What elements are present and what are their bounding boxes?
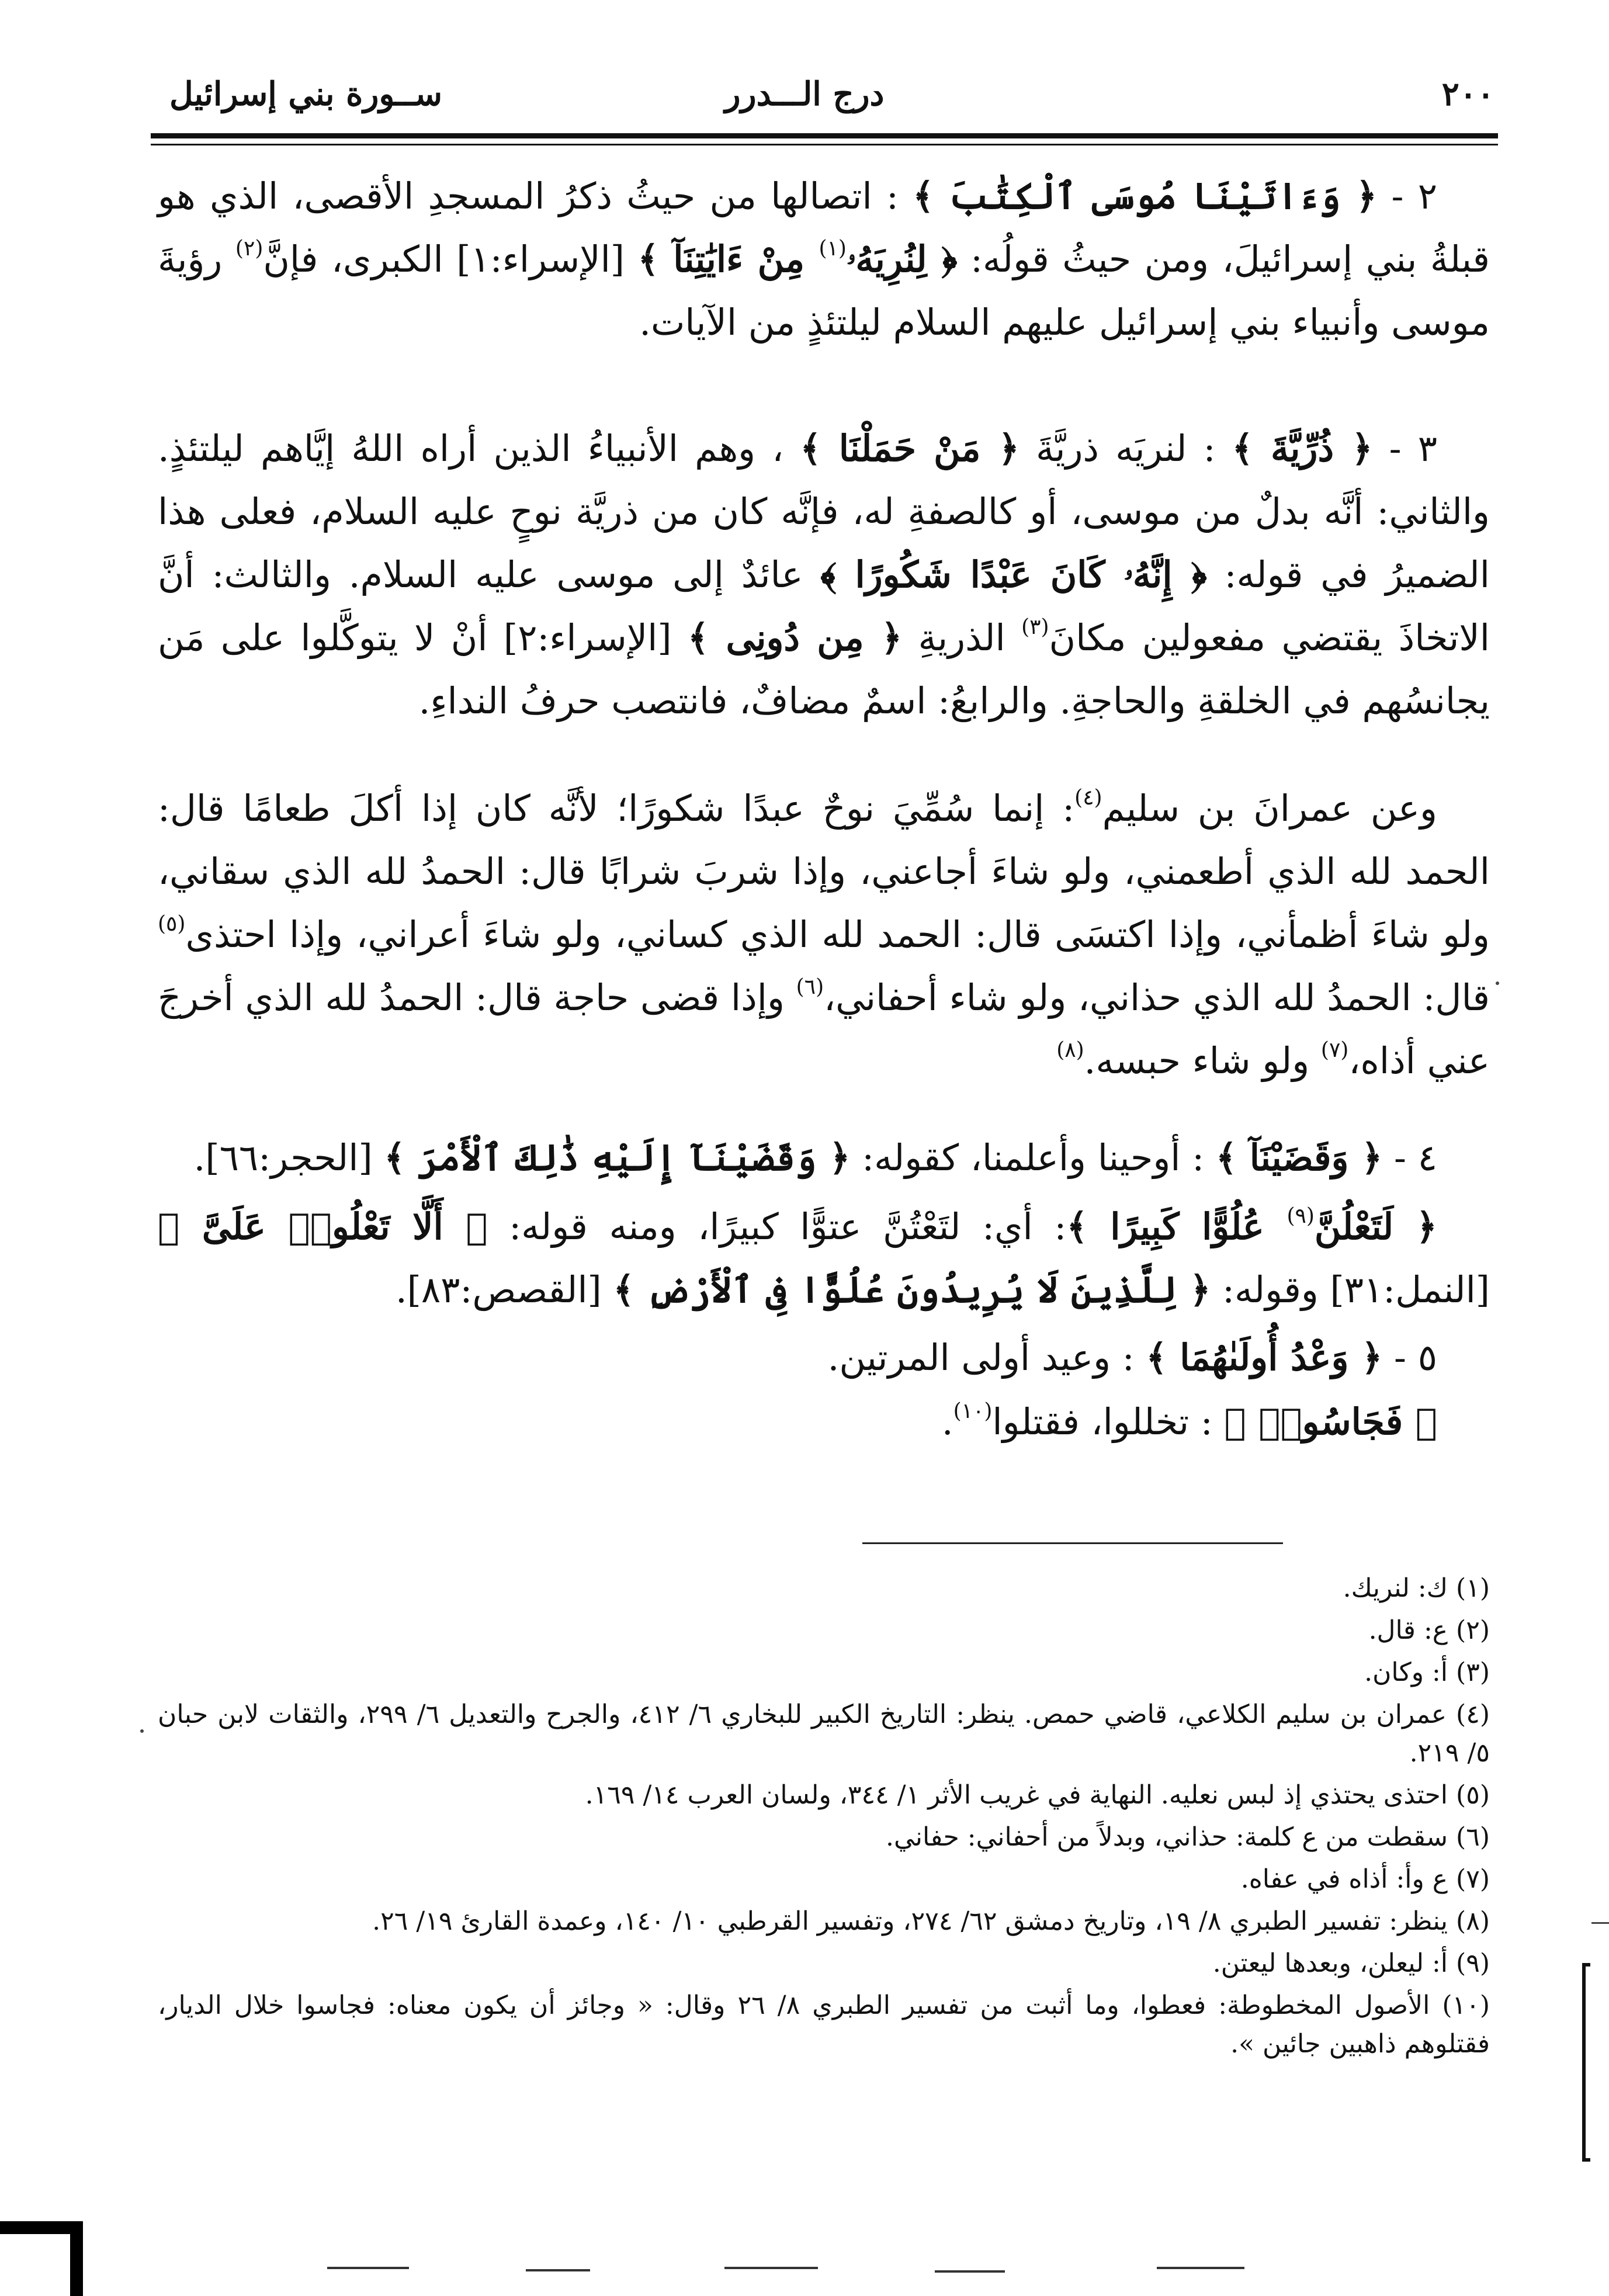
scan-dash	[1157, 2267, 1244, 2269]
paragraph-2: ٢ - ﴿ وَءَاتَيْنَا مُوسَى ٱلْكِتَٰبَ ﴾ : اتصالها من حيثُ ذكرُ المسجدِ الأقصى، الذي هو قبلةُ بني إسرائيلَ، ومن حيثُ قولُه: ﴿ لِنُرِيَهُۥ$^{(١)}$ مِنْ ءَايَٰتِنَآ ﴾ [الإسراء:١] الكبرى، فإنَّ$^{(٢)}$ رؤيةَ موسى وأنبياء بني إسرائيل عليهم السلام ليلتئذٍ من الآيات.	[158, 175, 1490, 344]
footnote-ref: (٢)	[235, 237, 263, 261]
quran-quote: ﴿ لِنُرِيَهُۥ	[846, 238, 958, 280]
footnote-ref: (٥)	[158, 912, 186, 936]
quran-quote: ﴿ وَءَاتَيْنَا مُوسَى ٱلْكِتَٰبَ ﴾	[913, 175, 1378, 217]
quran-quote: ﴿ وَقَضَيْنَآ إِلَيْهِ ذَٰلِكَ ٱلْأَمْرَ ﴾	[384, 1136, 851, 1179]
paragraph-fajasu: ﴿ فَجَاسُوا۟ ﴾ : تخللوا، فقتلوا$^{(١٠)}$.	[941, 1399, 1437, 1443]
page-number: ٢٠٠	[1441, 75, 1494, 113]
scan-dash	[327, 2267, 409, 2269]
footnote-9: (٩) أ: ليعلن، وبعدها ليعتن.	[1212, 1948, 1490, 1978]
footnote-ref: (٦)	[796, 975, 824, 999]
footnote-2: (٢) ع: قال.	[1368, 1615, 1490, 1645]
footnote-ref: (٧)	[1320, 1038, 1349, 1062]
footnote-ref: (١)	[819, 237, 847, 261]
footnote-10: (١٠) الأصول المخطوطة: فعطوا، وما أثبت من تفسير الطبري ٨/ ٢٦ وقال: « وجائز أن يكون معناه: فجاسوا خلال الديار، فقتلوهم ذاهبين جائين ».	[158, 1990, 1490, 2059]
footnote-4: (٤) عمران بن سليم الكلاعي، قاضي حمص. ينظر: التاريخ الكبير للبخاري ٦/ ٤١٢، والجرح والتعديل ٦/ ٢٩٩، والثقات لابن حبان ٥/ ٢١٩.	[158, 1700, 1490, 1768]
quran-quote: ﴿ مَنْ حَمَلْنَا ﴾	[800, 427, 1020, 470]
scan-dash	[935, 2270, 1005, 2273]
quran-quote: عُلُوًّا كَبِيرًا ﴾	[1066, 1205, 1287, 1248]
scan-speck	[1496, 981, 1499, 985]
footnote-7: (٧) ع وأ: أذاه في عفاه.	[1240, 1864, 1490, 1894]
footnote-1: (١) ك: لنريك.	[1343, 1573, 1490, 1603]
footnote-ref: (٤)	[1074, 786, 1102, 810]
paragraph-4: ٤ - ﴿ وَقَضَيْنَآ ﴾ : أوحينا وأعلمنا، كقوله: ﴿ وَقَضَيْنَآ إِلَيْهِ ذَٰلِكَ ٱلْأَمْرَ ﴾ [الحجر:٦٦].	[193, 1136, 1437, 1179]
quran-quote: ﴿ فَجَاسُوا۟ ﴾	[1224, 1400, 1437, 1443]
footnote-ref: (١٠)	[953, 1399, 993, 1423]
quran-quote: ﴿ وَقَضَيْنَآ ﴾	[1215, 1136, 1383, 1179]
footnote-8: (٨) ينظر: تفسير الطبري ٨/ ١٩، وتاريخ دمشق ٦٢/ ٢٧٤، وتفسير القرطبي ١٠/ ١٤٠، وعمدة القارئ ١٩/ ٢٦.	[372, 1906, 1490, 1936]
header-rule-thick	[151, 133, 1498, 138]
footnote-6: (٦) سقطت من ع كلمة: حذاني، وبدلاً من أحفاني: حفاني.	[886, 1822, 1490, 1852]
quran-quote: ﴿ لَتَعْلُنَّ	[1314, 1205, 1437, 1248]
footnote-ref: (٩)	[1286, 1204, 1315, 1228]
paragraph-latalunna: ﴿ لَتَعْلُنَّ$^{(٩)}$ عُلُوًّا كَبِيرًا ﴾: أي: لتَعْتُنَّ عتوًّا كبيرًا، ومنه قوله: ﴿ أَلَّا تَعْلُوا۟ عَلَىَّ ﴾ [النمل:٣١] وقوله: ﴿ لِلَّذِينَ لَا يُرِيدُونَ عُلُوًّا فِى ٱلْأَرْضِ ﴾ [القصص:٨٣].	[158, 1204, 1490, 1311]
scan-dash	[724, 2267, 818, 2269]
footnote-separator	[862, 1542, 1283, 1544]
margin-bracket	[1582, 1963, 1586, 2162]
paragraph-5: ٥ - ﴿ وَعْدُ أُولَىٰهُمَا ﴾ : وعيد أولى المرتين.	[827, 1336, 1437, 1379]
header-rule-thin	[151, 144, 1498, 145]
surah-title: ســورة بني إسرائيل	[169, 75, 443, 113]
quran-quote: ﴿ لِلَّذِينَ لَا يُرِيدُونَ عُلُوًّا فِى ٱلْأَرْضِ ﴾	[613, 1268, 1211, 1311]
quran-quote: مِنْ ءَايَٰتِنَآ ﴾	[637, 238, 819, 280]
quran-quote: ﴿ ذُرِّيَّةَ ﴾	[1232, 427, 1373, 470]
footnote-ref: (٣)	[1021, 615, 1049, 639]
quran-quote: ﴿ إِنَّهُۥ كَانَ عَبْدًا شَكُورًا ﴾	[820, 553, 1207, 596]
margin-bracket-top	[1582, 1963, 1590, 1966]
footnote-5: (٥) احتذى يحتذي إذ لبس نعليه. النهاية في غريب الأثر ١/ ٣٤٤، ولسان العرب ١٤/ ١٦٩.	[585, 1780, 1490, 1810]
margin-mark	[1591, 1922, 1609, 1924]
paragraph-3: ٣ - ﴿ ذُرِّيَّةَ ﴾ : لنريَه ذريَّةَ ﴿ مَنْ حَمَلْنَا ﴾ ، وهم الأنبياءُ الذين أراه اللهُ إيَّاهم ليلتئذٍ. والثاني: أنَّه بدلٌ من موسى، أو كالصفةِ له، فإنَّه كان من ذريَّة نوحٍ عليه السلام، فعلى هذا الضميرُ في قوله: ﴿ إِنَّهُۥ كَانَ عَبْدًا شَكُورًا ﴾ عائدٌ إلى موسى عليه السلام. والثالث: أنَّ الاتخاذَ يقتضي مفعولين مكانَ$^{(٣)}$ الذريةِ ﴿ مِن دُونِى ﴾ [الإسراء:٢] أنْ لا يتوكَّلوا على مَن يجانسُهم في الخلقةِ والحاجةِ. والرابعُ: اسمٌ مضافٌ، فانتصب حرفُ النداءِ.	[158, 427, 1490, 722]
footnote-ref: (٨)	[1056, 1038, 1084, 1062]
quran-quote: ﴿ مِن دُونِى ﴾	[687, 616, 903, 659]
scan-corner-mark	[70, 2227, 83, 2296]
book-title: درج الـــدرر	[724, 75, 885, 113]
quran-quote: ﴿ أَلَّا تَعْلُوا۟ عَلَىَّ ﴾	[158, 1205, 488, 1248]
margin-bracket-bottom	[1582, 2158, 1590, 2162]
footnote-3: (٣) أ: وكان.	[1364, 1657, 1490, 1687]
scan-speck	[140, 1729, 144, 1733]
paragraph-imran-narration: وعن عمرانَ بن سليم$^{(٤)}$: إنما سُمِّيَ نوحٌ عبدًا شكورًا؛ لأنَّه كان إذا أكلَ طعامًا قال: الحمد لله الذي أطعمني، ولو شاءَ أجاعني، وإذا شربَ شرابًا قال: الحمدُ لله الذي سقاني، ولو شاءَ أظمأني، وإذا اكتسَى قال: الحمد لله الذي كساني، ولو شاءَ أعراني، وإذا احتذى$^{(٥)}$ قال: الحمدُ لله الذي حذاني، ولو شاء أحفاني،$^{(٦)}$ وإذا قضى حاجة قال: الحمدُ لله الذي أخرجَ عني أذاه،$^{(٧)}$ ولو شاء حبسه.$^{(٨)}$	[158, 786, 1490, 1082]
quran-quote: ﴿ وَعْدُ أُولَىٰهُمَا ﴾	[1146, 1336, 1383, 1379]
scan-dash	[526, 2269, 590, 2271]
